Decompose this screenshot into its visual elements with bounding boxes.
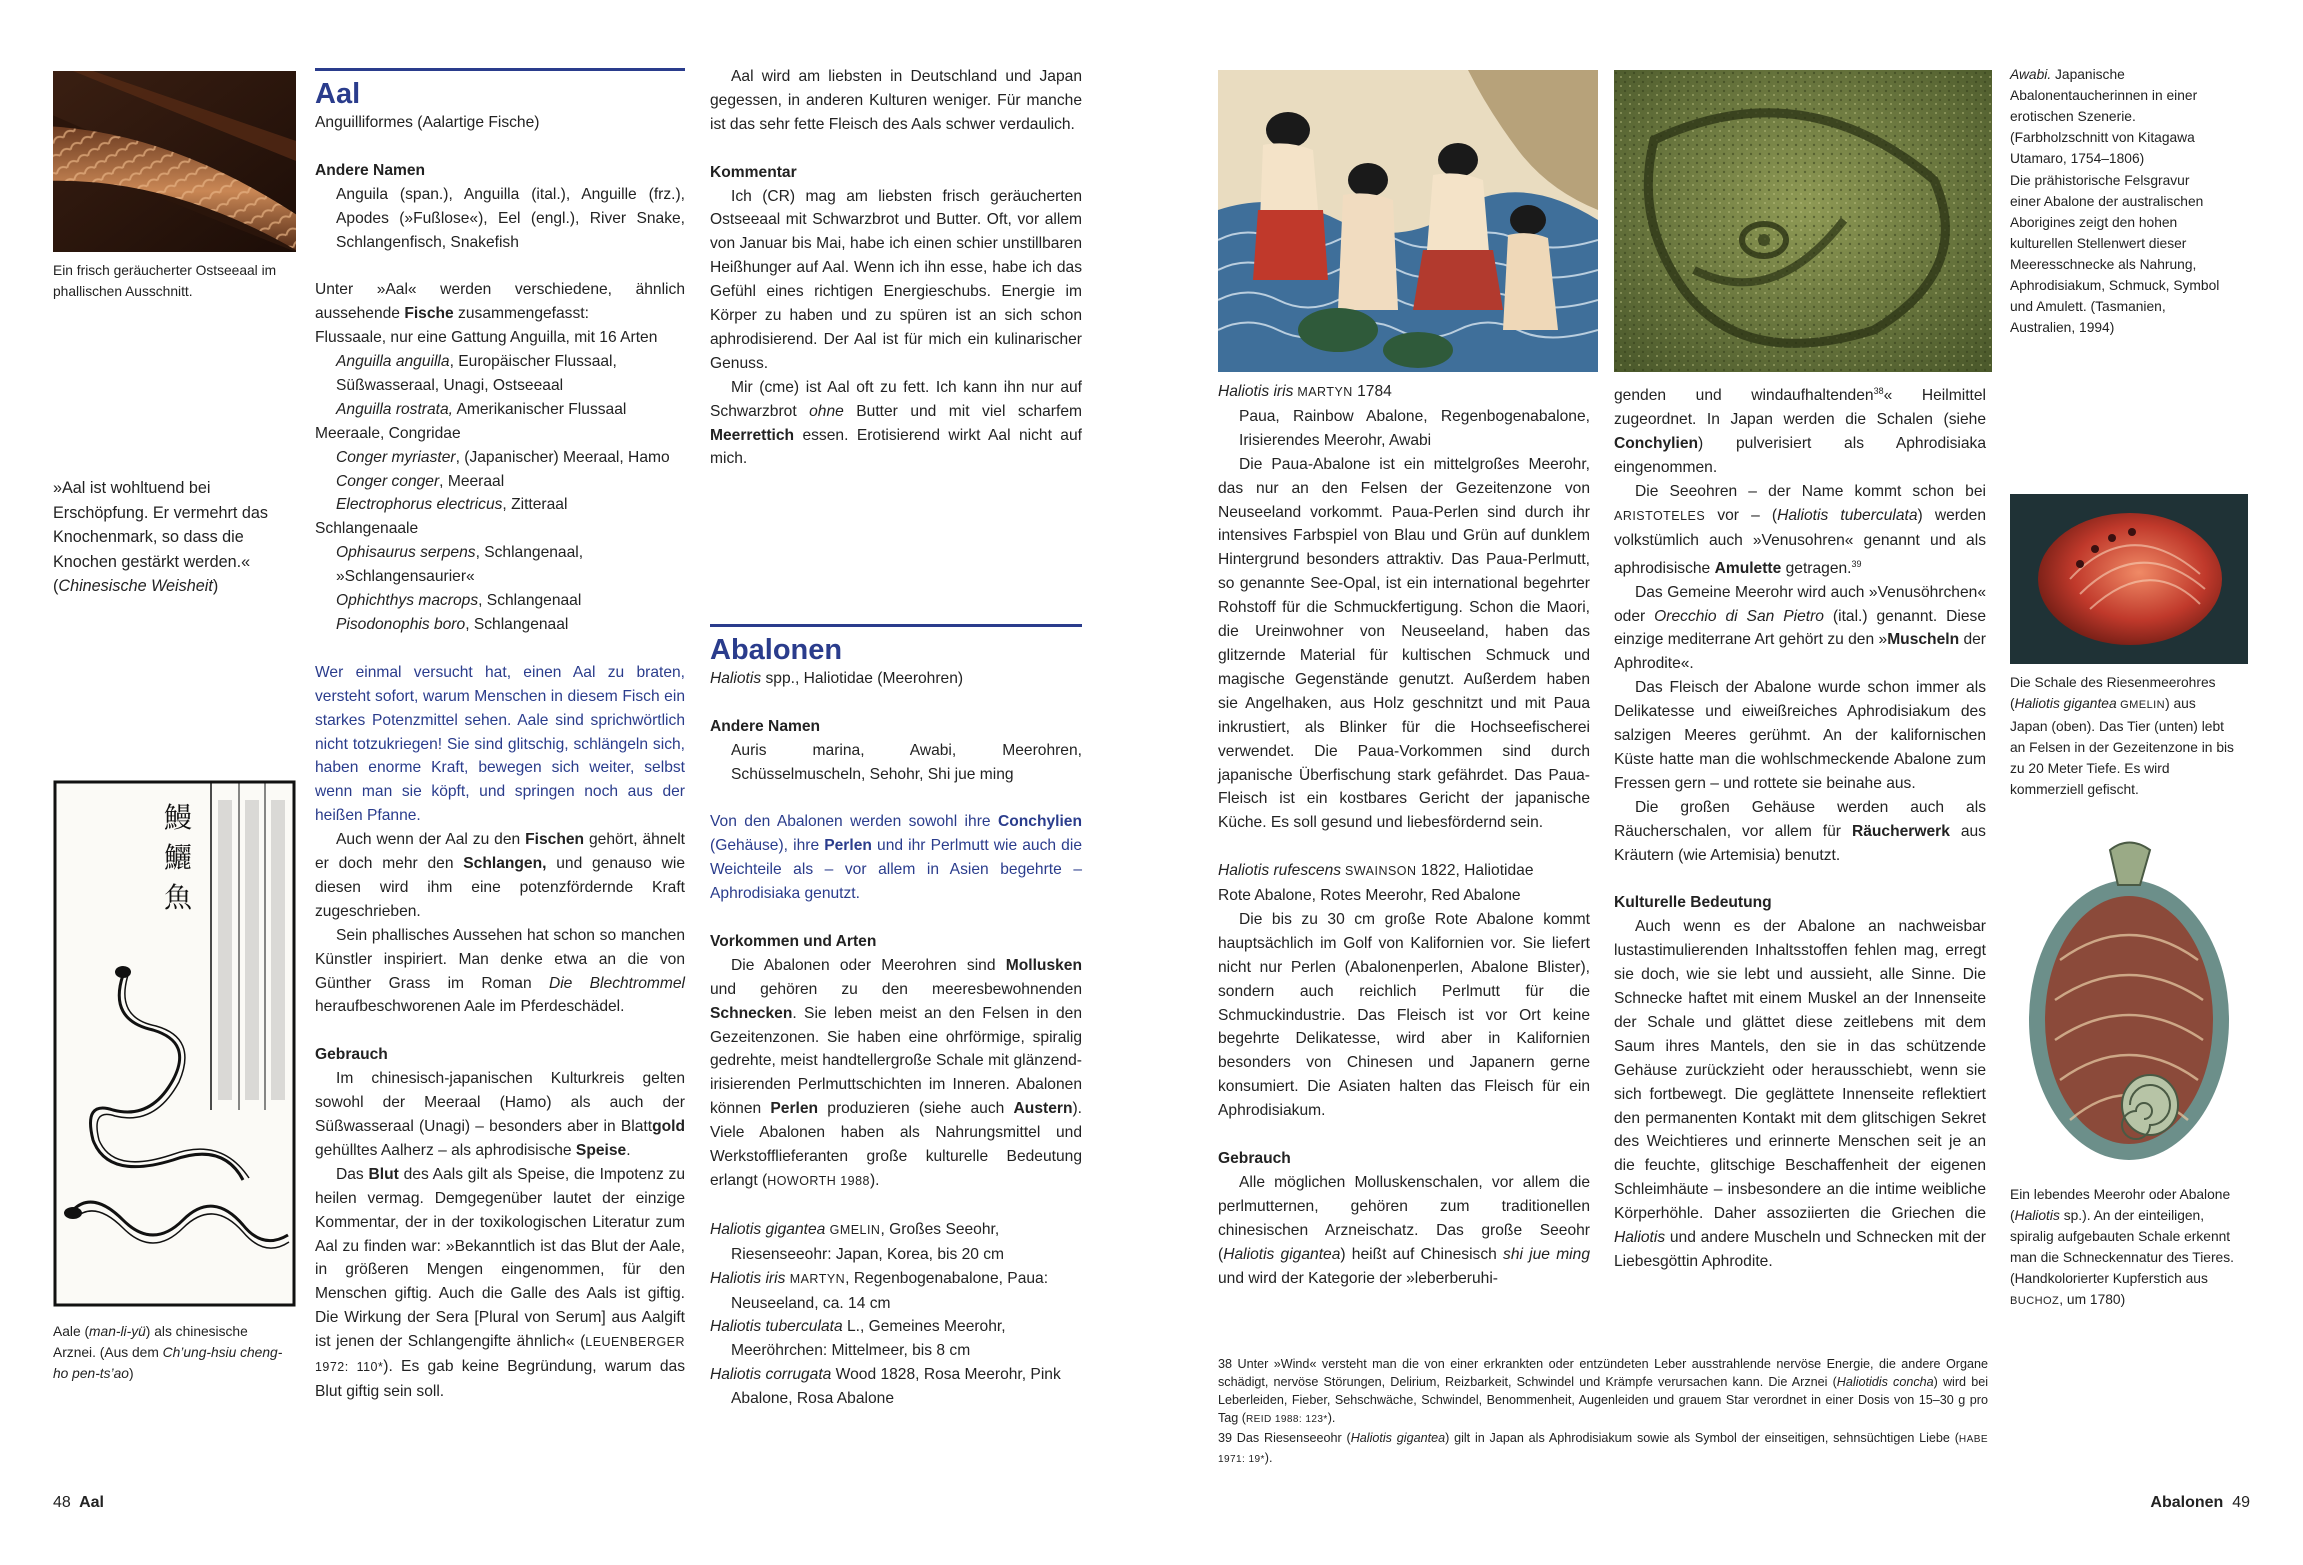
caption-petroglyph: Die prähistorische Felsgravur einer Abalone der australischen Aborigines zeigt den hohen kulturellen Stellenwert dieser Meeresschnecke als Nahrung, Aphrodisiakum, Schmuck, Symbol und Amulett. (Tasmanien, Australien, 1994) — [2010, 173, 2220, 335]
chinese-quote: »Aal ist wohltuend bei Erschöpfung. Er vermehrt das Knochenmark, so dass die Knochen gestärkt werden.« (Chinesische Weisheit) — [53, 479, 269, 595]
aboriginal-petroglyph-photo — [1614, 70, 1992, 372]
caption-woodcut: Aale (man-li-yü) als chinesische Arznei. (Aus dem Ch’ung-hsiu cheng-ho pen-ts’ao) — [53, 1324, 283, 1381]
abalonen-other-names: Auris marina, Awabi, Meerohren, Schüsselmuscheln, Sehohr, Shi jue ming — [731, 741, 1082, 783]
aal-species-2: Anguilla rostrata, Amerikanischer Flussaal — [336, 400, 627, 418]
aal-species-5: Electrophorus electricus, Zitteraal — [336, 496, 568, 514]
caption-living-abalone: Ein lebendes Meerohr oder Abalone (Haliotis sp.). An der einteiligen, spiralig aufgebauten Schale erkennt man die Schneckennatur des Tieres. (Handkolorierter Kupferstich aus BUCHOZ, um 1780) — [2010, 1187, 2234, 1307]
caption-awabi: Awabi. Japanische Abalonentaucherinnen in einer erotischen Szenerie. (Farbholzschnitt von Kitagawa Utamaro, 1754–1806) — [2010, 67, 2198, 166]
haliotis-rufescens-names: Rote Abalone, Rotes Meerohr, Red Abalone — [1218, 887, 1521, 905]
aal-meeraale: Meeraale, Congridae — [315, 424, 461, 442]
utamaro-woodblock-print — [1218, 70, 1598, 372]
aal-species-8: Pisodonophis boro, Schlangenaal — [336, 616, 569, 633]
left-page-footer — [53, 1494, 104, 1512]
aal-comment-1: Ich (CR) mag am liebsten frisch geräucherten Ostseeaal mit Schwarzbrot und Butter. Oft, vor allem von Januar bis Mai, habe ich einen schier unstillbaren Heißhunger auf Aal. Wenn ich ihn esse, habe ich das Gefühl eines richtigen Energieschubs. Energie im Körper zu haben und zu spüren ist an sich schon aphrodisierend. Der Aal ist für mich ein kulinarischer Genuss. — [710, 187, 1082, 372]
aal-para-3: Sein phallisches Aussehen hat schon so manchen Künstler inspiriert. Man denke etwa an die von Günther Grass im Roman Die Blechtrommel heraufbeschworenen Aale im Pferdeschädel. — [315, 926, 685, 1016]
aal-flussaale: Flussaale, nur eine Gattung Anguilla, mit 16 Arten — [315, 329, 658, 347]
aal-schlangenaale: Schlangenaale — [315, 520, 419, 538]
abalonen-species-1: Haliotis gigantea GMELIN, Großes Seeohr, Riesenseeohr: Japan, Korea, bis 20 cm — [710, 1220, 1005, 1263]
aal-comment-heading: Kommentar — [710, 163, 797, 181]
left-running-head: Aal — [79, 1494, 104, 1511]
aal-species-6: Ophisaurus serpens, Schlangenaal, »Schlangensaurier« — [336, 544, 584, 586]
aal-species-7: Ophichthys macrops, Schlangenaal — [336, 592, 582, 610]
haliotis-iris-heading: Haliotis iris MARTYN 1784 — [1218, 383, 1392, 400]
right-running-head: Abalonen — [2150, 1494, 2224, 1511]
aal-other-names-heading: Andere Namen — [315, 161, 426, 179]
aal-blue-intro: Wer einmal versucht hat, einen Aal zu braten, versteht sofort, warum Menschen in diesem Fisch ein starkes Potenzmittel sehen. Aale sind sprichwörtlich nicht totzukriegen! Sie sind glitschig, schlängeln sich, haben enorme Kraft, bewegen sich weiter, selbst wenn man sie köpft, und springen noch aus der heißen Pfanne. — [315, 663, 685, 825]
abalonen-use-heading: Gebrauch — [1218, 1149, 1291, 1167]
abalonen-occurrence: Die Abalonen oder Meerohren sind Mollusken und gehören zu den meeresbewohnenden Schnecken. Sie leben meist an den Felsen in den Gezeitenzonen. Sie haben eine ohrförmige, spiralig gedrehte, meist handtellergroße Schale mit glänzend-irisierenden Perlmuttschichten im Inneren. Abalonen können Perlen produzieren (siehe auch Austern). Viele Abalonen haben als Nahrungsmittel und Werkstofflieferanten große kulturelle Bedeutung erlangt (HOWORTH 1988). — [710, 956, 1082, 1189]
cultural-significance-heading: Kulturelle Bedeutung — [1614, 894, 1772, 912]
aal-use-1: Im chinesisch-japanischen Kulturkreis gelten sowohl der Meeraal (Hamo) als auch der Süßwasseraal (Unagi) – besonders aber in Blattgold gehülltes Aalherz – als aphrodisische Speise. — [315, 1070, 685, 1159]
giant-abalone-shell-photo — [2010, 494, 2248, 664]
right-page-number: 49 — [2232, 1494, 2250, 1511]
abalonen-blue-intro: Von den Abalonen werden sowohl ihre Conchylien (Gehäuse), ihre Perlen und ihr Perlmutt wie auch die Weichteile als – vor allem in Asien begehrte – Aphrodisiaka genutzt. — [710, 813, 1082, 903]
col6-para-5: Die großen Gehäuse werden auch als Räucherschalen, vor allem für Räucherwerk aus Kräutern (wie Artemisia) benutzt. — [1614, 798, 1986, 864]
footnote-39: 39 Das Riesenseeohr (Haliotis gigantea) gilt in Japan als Aphrodisiakum sowie als Symbol der einseitigen, sehnsüchtigen Liebe (HABE 1971: 19*). — [1218, 1431, 1988, 1465]
aal-species-3: Conger myriaster, (Japanischer) Meeraal, Hamo — [336, 448, 670, 466]
col6-para-1: genden und windaufhaltenden$^{38}$« Heilmittel zugeordnet. In Japan werden die Schalen (siehe Conchylien) pulverisiert als Aphrodisiaka eingenommen. — [1614, 386, 1986, 476]
abalonen-use-text: Alle möglichen Molluskenschalen, vor allem die perlmutternen, gehören zum traditionellen chinesischen Arzneischatz. Das große Seeohr (Haliotis gigantea) heißt auf Chinesisch shi jue ming und wird der Kategorie der »leberberuhi- — [1218, 1173, 1590, 1287]
quote-source: Chinesische Weisheit — [58, 577, 213, 595]
aal-column-continued — [710, 65, 1082, 471]
aal-species-4: Conger conger, Meeraal — [336, 472, 505, 490]
chinese-woodcut-eels — [53, 780, 296, 1307]
aal-other-names: Anguila (span.), Anguilla (ital.), Anguille (frz.), Apodes (»Fußlose«), Eel (engl.), River Snake, Schlangenfisch, Snakefish — [336, 185, 685, 251]
left-page-number: 48 — [53, 1494, 71, 1511]
right-page-footer — [2140, 1494, 2250, 1512]
abalonen-species-2: Haliotis iris MARTYN, Regenbogenabalone, Paua: Neuseeland, ca. 14 cm — [710, 1269, 1049, 1312]
abalonen-column-continued — [1614, 380, 1986, 1274]
caption-giant-abalone: Die Schale des Riesenmeerohres (Haliotis gigantea GMELIN) aus Japan (oben). Das Tier (unten) lebt an Felsen in der Gezeitenzone in bis zu 20 Meter Tiefe. Es wird kommerziell gefischt. — [2010, 675, 2234, 797]
aal-column — [315, 77, 685, 1404]
aal-title-rule — [315, 68, 685, 71]
haliotis-rufescens-heading: Haliotis rufescens SWAINSON 1822, Haliotidae — [1218, 862, 1534, 880]
caption-smoked-eel: Ein frisch geräucherter Ostseeaal im phallischen Ausschnitt. — [53, 263, 277, 299]
aal-use-2: Das Blut des Aals gilt als Speise, die Impotenz zu heilen vermag. Demgegenüber lautet der einzige Kommentar, der in der toxikologischen Literatur zum Aal zu finden war: »Bekanntlich ist das Blut der Aale, in größeren Mengen eingenommen, für den Menschen giftig. Auch die Galle des Aals ist giftig. Die Wirkung der Sera [Plural von Serum] aus Aalgift ist jenen der Schlangengifte ähnlich« (LEUENBERGER 1972: 110*). Es gab keine Begründung, warum das Blut giftig sein soll. — [315, 1165, 685, 1400]
abalonen-other-names-heading: Andere Namen — [710, 717, 821, 735]
col6-para-4: Das Fleisch der Abalone wurde schon immer als Delikatesse und eiweißreiches Aphrodisiakum des salzigen Meeres gerühmt. An der kalifornischen Küste hatte man die wohlschmeckende Abalone zum Fressen gern – und rottete sie beinahe aus. — [1614, 679, 1986, 792]
living-abalone-engraving — [2010, 830, 2248, 1170]
abalonen-occurrence-heading: Vorkommen und Arten — [710, 932, 877, 950]
haliotis-iris-text: Die Paua-Abalone ist ein mittelgroßes Meerohr, das nur an den Felsen der Gezeitenzone von Neuseeland vorkommt. Paua-Perlen sind durch ihr intensives Farbspiel von Blau und Grün auf dunklem Hintergrund besonders attraktiv. Das Paua-Perlmutt, so genannte See-Opal, ist ein international begehrter Rohstoff für die Schmuckfertigung. Schon die Maori, die Ureinwohner von Neuseeland, haben das glitzernde Material für kultischen Schmuck und magische Gegenstände genutzt. Außerdem haben sie Angelhaken, aus Holz geschnitzt und mit Paua inkrustiert, als Blinker für die Hochseefischerei verwendet. Die Paua-Vorkommen sind durch japanische Überfischung stark gefährdet. Das Paua-Fleisch ist ein kostbares Gericht der japanische Küche. Es soll gesund und liebesfördernd sein. — [1218, 455, 1590, 832]
aal-use-heading: Gebrauch — [315, 1046, 388, 1064]
abalonen-title-rule — [710, 624, 1082, 627]
smoked-eel-photo — [53, 71, 296, 252]
abalonen-column — [710, 633, 1082, 1411]
footnote-38: 38 Unter »Wind« versteht man die von einer erkrankten oder entzündeten Leber ausstrahlende nervöse Energie, die andere Organe schädigt, nervöse Störungen, Delirium, Reizbarkeit, Schwindel und Krämpfe verursachen kann. Die Arznei (Haliotidis concha) wird bei Leberleiden, Fieber, Sehschwäche, Schwindel, Benommenheit, Augenleiden und grauem Star verordnet in einer Dosis von 15–30 g pro Tag (REID 1988: 123*). — [1218, 1357, 1988, 1425]
haliotis-column — [1218, 380, 1590, 1290]
quote-text: »Aal ist wohltuend bei Erschöpfung. Er vermehrt das Knochenmark, so dass die Knochen gestärkt werden.« — [53, 479, 269, 571]
abalonen-species-4: Haliotis corrugata Wood 1828, Rosa Meerohr, Pink Abalone, Rosa Abalone — [710, 1366, 1061, 1408]
footnotes — [1218, 1355, 1988, 1469]
abalonen-title: Abalonen — [710, 634, 843, 666]
aal-para-2: Auch wenn der Aal zu den Fischen gehört, ähnelt er doch mehr den Schlangen, und genauso wie diesen wird ihm eine potenzfördernde Kraft zugeschrieben. — [315, 831, 685, 920]
abalonen-species-3: Haliotis tuberculata L., Gemeines Meerohr, Meeröhrchen: Mittelmeer, bis 8 cm — [710, 1318, 1006, 1360]
col6-para-3: Das Gemeine Meerohr wird auch »Venusöhrchen« oder Orecchio di San Pietro (ital.) genannt. Diese einzige mediterrane Art gehört zu den »Muscheln der Aphrodite«. — [1614, 583, 1987, 673]
aal-species-1: Anguilla anguilla, Europäischer Flussaal, Süßwasseraal, Unagi, Ostseeaal — [336, 353, 617, 394]
abalonen-subtitle: Haliotis spp., Haliotidae (Meerohren) — [710, 670, 964, 687]
haliotis-rufescens-text: Die bis zu 30 cm große Rote Abalone kommt hauptsächlich im Golf von Kalifornien vor. Sie liefert nicht nur Perlen (Abalonenperlen, Abalone Blister), sondern auch reichlich Perlmutt für die Schmuckindustrie. Das Fleisch ist vor Ort keine begehrte Delikatesse, wird aber in Kalifornien besonders von Chinesen und Japanern gerne konsumiert. Die Asiaten halten das Fleisch für ein Aphrodisiakum. — [1218, 910, 1590, 1120]
cultural-significance-text: Auch wenn es der Abalone an nachweisbar lustastimulierenden Inhaltsstoffen fehlen mag, erregt sie doch, wie sie lebt und aussieht, alle Sinne. Die Schnecke haftet mit einem Muskel an der Innenseite der Schale und glättet diese zeitlebens mit dem Saum ihres Mantels, den sie in das schützende Gehäuse zurückzieht oder herausschiebt, wenn sie sich fortbewegt. Die geglättete Innenseite reflektiert den permanenten Kontakt mit dem glitschigen Sekret des Weichtieres und erinnerte Menschen seit je an die feuchte, glitschige Beschaffenheit der eigenen Schleimhäute – insbesondere an die intime weibliche Körperhöhle. Daher assoziierten die Griechen die Haliotis und andere Muscheln und Schnecken mit der Liebesgöttin Aphrodite. — [1614, 918, 1986, 1270]
aal-col3-para-1: Aal wird am liebsten in Deutschland und Japan gegessen, in anderen Kulturen weniger. Für manche ist das sehr fette Fleisch des Aals schwer verdaulich. — [710, 68, 1082, 133]
aal-title: Aal — [315, 78, 361, 110]
woodcut-title-chars: 鰻鱺魚 — [163, 801, 192, 914]
aal-comment-2: Mir (cme) ist Aal oft zu fett. Ich kann ihn nur auf Schwarzbrot ohne Butter und mit viel scharfem Meerrettich essen. Erotisierend wirkt Aal nicht auf mich. — [710, 378, 1082, 468]
col6-para-2: Die Seeohren – der Name kommt schon bei ARISTOTELES vor – (Haliotis tuberculata) werden volkstümlich auch »Venusohren« genannt und als aphrodisische Amulette getragen.$^{39}$ — [1614, 482, 1986, 577]
aal-intro: Unter »Aal« werden verschiedene, ähnlich aussehende Fische zusammengefasst: — [315, 281, 685, 323]
haliotis-iris-names: Paua, Rainbow Abalone, Regenbogenabalone, Irisierendes Meerohr, Awabi — [1239, 407, 1590, 449]
aal-subtitle: Anguilliformes (Aalartige Fische) — [315, 114, 540, 131]
